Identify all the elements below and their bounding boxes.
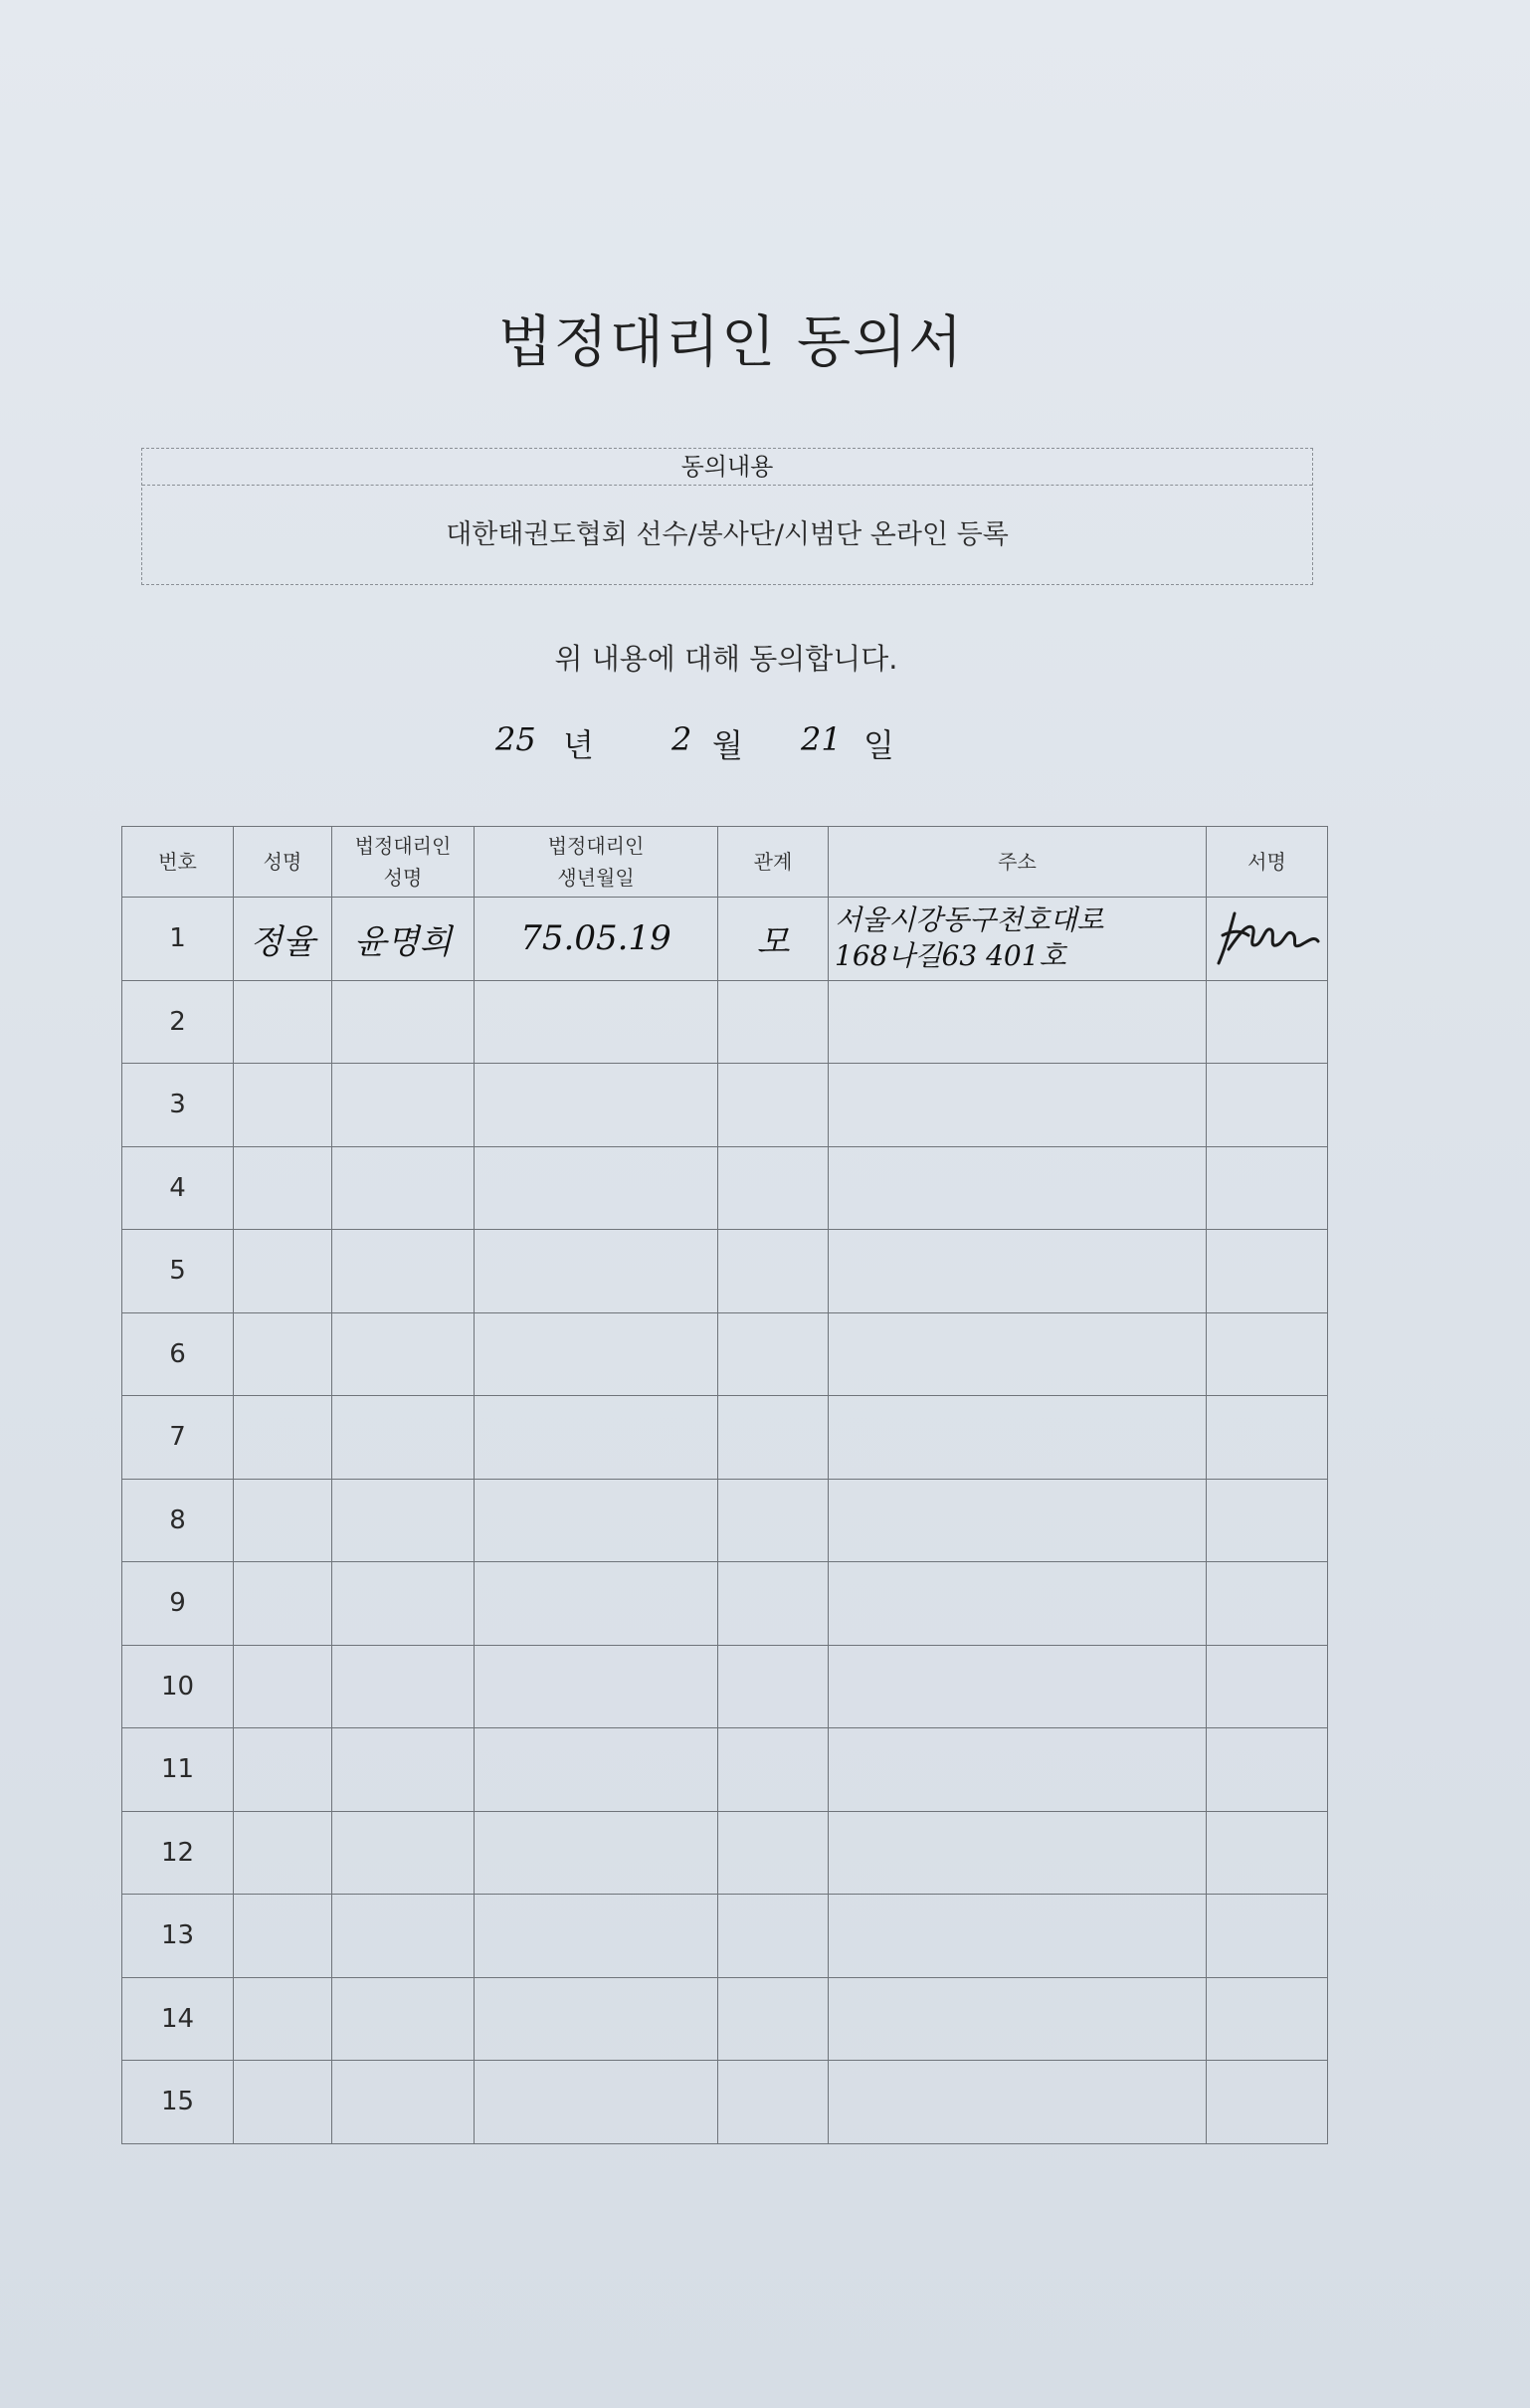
- handwritten-signature: [1213, 905, 1322, 971]
- row-guardian-birth: [475, 1146, 718, 1230]
- consent-box: [141, 448, 1313, 585]
- row-signature: [1207, 1479, 1328, 1562]
- row-number: 8: [122, 1479, 234, 1562]
- row-number: 15: [122, 2061, 234, 2144]
- row-name: [234, 2061, 332, 2144]
- row-name: [234, 1645, 332, 1728]
- row-relation: 모: [718, 898, 829, 981]
- row-guardian-birth: [475, 1895, 718, 1978]
- row-signature: [1207, 1811, 1328, 1895]
- row-signature: [1207, 898, 1328, 981]
- table-row: [122, 1977, 1328, 2061]
- row-relation: [718, 2061, 829, 2144]
- row-address: [829, 1728, 1207, 1812]
- row-number: 3: [122, 1064, 234, 1147]
- row-guardian-name: [332, 1562, 475, 1646]
- row-name: [234, 1396, 332, 1480]
- table-row: [122, 1064, 1328, 1147]
- table-row: [122, 1895, 1328, 1978]
- row-guardian-birth: [475, 1977, 718, 2061]
- table-row: [122, 1811, 1328, 1895]
- table-row: [122, 2061, 1328, 2144]
- row-guardian-name: [332, 1645, 475, 1728]
- row-signature: [1207, 1230, 1328, 1313]
- row-number: 10: [122, 1645, 234, 1728]
- row-relation: [718, 1728, 829, 1812]
- table-row: [122, 980, 1328, 1064]
- guardian-table: [121, 826, 1328, 2144]
- row-name: [234, 1728, 332, 1812]
- row-number: 14: [122, 1977, 234, 2061]
- header-address: 주소: [829, 827, 1207, 898]
- row-guardian-birth: 75.05.19: [475, 898, 718, 981]
- row-guardian-birth: [475, 980, 718, 1064]
- table-row: [122, 1562, 1328, 1646]
- row-number: 13: [122, 1895, 234, 1978]
- table-row: [122, 898, 1328, 981]
- date-row: [0, 720, 1530, 780]
- row-address: [829, 1146, 1207, 1230]
- row-relation: [718, 1312, 829, 1396]
- row-guardian-birth: [475, 1645, 718, 1728]
- row-name: [234, 1146, 332, 1230]
- row-relation: [718, 980, 829, 1064]
- row-guardian-birth: [475, 1396, 718, 1480]
- row-number: 2: [122, 980, 234, 1064]
- row-guardian-name: [332, 1312, 475, 1396]
- table-row: [122, 1728, 1328, 1812]
- row-signature: [1207, 1895, 1328, 1978]
- consent-text: 대한태권도협회 선수/봉사단/시범단 온라인 등록: [446, 519, 1009, 550]
- row-address: [829, 898, 1207, 981]
- header-name: 성명: [234, 827, 332, 898]
- agreement-text: 위 내용에 대해 동의합니다.: [554, 642, 898, 676]
- row-signature: [1207, 1312, 1328, 1396]
- date-day: 21: [801, 720, 842, 758]
- row-number: 7: [122, 1396, 234, 1480]
- row-name: [234, 1562, 332, 1646]
- row-signature: [1207, 1977, 1328, 2061]
- row-name: [234, 980, 332, 1064]
- date-month: 2: [671, 720, 692, 758]
- row-name: [234, 1895, 332, 1978]
- row-guardian-name: [332, 1230, 475, 1313]
- table-row: [122, 1230, 1328, 1313]
- table-row: [122, 1479, 1328, 1562]
- row-number: 4: [122, 1146, 234, 1230]
- table-row: [122, 1146, 1328, 1230]
- row-relation: [718, 1811, 829, 1895]
- row-address: [829, 2061, 1207, 2144]
- row-number: 5: [122, 1230, 234, 1313]
- row-signature: [1207, 1064, 1328, 1147]
- row-guardian-name: [332, 1064, 475, 1147]
- row-name: [234, 1312, 332, 1396]
- row-number: 9: [122, 1562, 234, 1646]
- row-guardian-birth: [475, 2061, 718, 2144]
- row-guardian-name: 윤명희: [332, 898, 475, 981]
- row-relation: [718, 1479, 829, 1562]
- table-header-row: [122, 827, 1328, 898]
- date-year: 25: [495, 720, 536, 758]
- row-guardian-name: [332, 1977, 475, 2061]
- row-number: 1: [122, 898, 234, 981]
- row-guardian-birth: [475, 1728, 718, 1812]
- row-name: 정율: [234, 898, 332, 981]
- row-guardian-name: [332, 1146, 475, 1230]
- row-guardian-name: [332, 2061, 475, 2144]
- row-name: [234, 1977, 332, 2061]
- header-relation: 관계: [718, 827, 829, 898]
- row-address: [829, 1977, 1207, 2061]
- row-guardian-birth: [475, 1064, 718, 1147]
- row-signature: [1207, 1728, 1328, 1812]
- row-address: [829, 1811, 1207, 1895]
- row-number: 12: [122, 1811, 234, 1895]
- row-guardian-birth: [475, 1312, 718, 1396]
- row-relation: [718, 1645, 829, 1728]
- row-address: [829, 1230, 1207, 1313]
- row-guardian-name: [332, 1895, 475, 1978]
- date-year-unit: 년: [563, 726, 594, 764]
- row-guardian-birth: [475, 1562, 718, 1646]
- row-number: 6: [122, 1312, 234, 1396]
- row-address: [829, 1895, 1207, 1978]
- row-address: [829, 1396, 1207, 1480]
- table-row: [122, 1312, 1328, 1396]
- header-number: 번호: [122, 827, 234, 898]
- row-address: [829, 1479, 1207, 1562]
- address-line-1: 서울시강동구천호대로: [835, 903, 1104, 937]
- table-row: [122, 1396, 1328, 1480]
- row-signature: [1207, 1645, 1328, 1728]
- row-relation: [718, 1230, 829, 1313]
- row-relation: [718, 1895, 829, 1978]
- row-address: [829, 1064, 1207, 1147]
- row-address: [829, 1312, 1207, 1396]
- header-guardian-birth: 법정대리인 생년월일: [475, 827, 718, 898]
- consent-header: 동의내용: [142, 449, 1312, 486]
- date-day-unit: 일: [863, 726, 894, 764]
- row-number: 11: [122, 1728, 234, 1812]
- row-guardian-name: [332, 1728, 475, 1812]
- row-guardian-name: [332, 980, 475, 1064]
- row-relation: [718, 1064, 829, 1147]
- table-row: [122, 1645, 1328, 1728]
- row-signature: [1207, 1396, 1328, 1480]
- row-relation: [718, 1396, 829, 1480]
- row-guardian-birth: [475, 1230, 718, 1313]
- row-address: [829, 1562, 1207, 1646]
- header-signature: 서명: [1207, 827, 1328, 898]
- row-address: [829, 1645, 1207, 1728]
- row-name: [234, 1230, 332, 1313]
- row-name: [234, 1811, 332, 1895]
- row-guardian-name: [332, 1811, 475, 1895]
- address-line-2: 168나길63 401호: [835, 939, 1066, 973]
- row-name: [234, 1064, 332, 1147]
- row-relation: [718, 1146, 829, 1230]
- row-guardian-name: [332, 1396, 475, 1480]
- row-signature: [1207, 980, 1328, 1064]
- row-relation: [718, 1977, 829, 2061]
- row-address: [829, 980, 1207, 1064]
- row-guardian-name: [332, 1479, 475, 1562]
- row-relation: [718, 1562, 829, 1646]
- row-signature: [1207, 1562, 1328, 1646]
- header-guardian-name: 법정대리인 성명: [332, 827, 475, 898]
- row-guardian-birth: [475, 1811, 718, 1895]
- row-guardian-birth: [475, 1479, 718, 1562]
- row-signature: [1207, 1146, 1328, 1230]
- date-month-unit: 월: [712, 726, 743, 764]
- row-signature: [1207, 2061, 1328, 2144]
- row-name: [234, 1479, 332, 1562]
- page-title: 법정대리인 동의서: [497, 310, 965, 375]
